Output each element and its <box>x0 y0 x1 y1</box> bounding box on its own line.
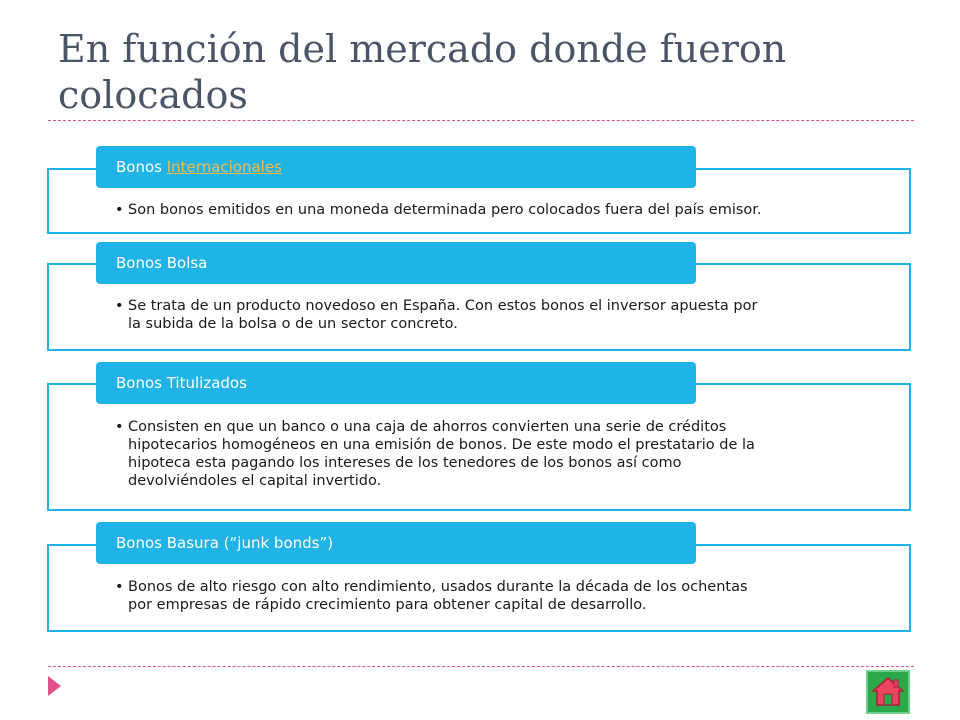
section-heading-bolsa: Bonos Bolsa <box>96 242 696 284</box>
slide-title: En función del mercado donde fueron colocados <box>58 27 787 117</box>
bullet-line-3: hipoteca esta pagando los intereses de los tenedores de los bonos así como <box>128 455 682 471</box>
bullet-line-2: por empresas de rápido crecimiento para obtener capital de desarrollo. <box>128 597 647 613</box>
bullet-text: • Son bonos emitidos en una moneda determinada pero colocados fuera del país emisor. <box>115 201 889 219</box>
bullet-line-1: • Consisten en que un banco o una caja de ahorros convierten una serie de créditos <box>128 419 727 435</box>
bullet-text <box>115 297 889 333</box>
bullet-text <box>115 578 889 614</box>
home-icon <box>870 674 906 710</box>
triangle-right-icon[interactable] <box>48 676 61 696</box>
bullet-line-1: • Se trata de un producto novedoso en España. Con estos bonos el inversor apuesta por <box>128 298 758 314</box>
section-heading-titulizados: Bonos Titulizados <box>96 362 696 404</box>
bullet-text <box>115 418 889 490</box>
bullet-line-1: • Bonos de alto riesgo con alto rendimiento, usados durante la década de los ochentas <box>128 579 748 595</box>
section-heading-basura: Bonos Basura (“junk bonds”) <box>96 522 696 564</box>
footer-divider <box>48 666 914 667</box>
heading-prefix: Bonos <box>116 158 167 176</box>
title-divider <box>48 120 914 121</box>
home-button[interactable] <box>866 670 910 714</box>
bullet-line-2: la subida de la bolsa o de un sector concreto. <box>128 316 458 332</box>
section-heading-internacionales <box>96 146 696 188</box>
bullet-line-2: hipotecarios homogéneos en una emisión de bonos. De este modo el prestatario de la <box>128 437 755 453</box>
internacionales-link[interactable]: Internacionales <box>166 158 282 176</box>
bullet-line-4: devolviéndoles el capital invertido. <box>128 473 382 489</box>
